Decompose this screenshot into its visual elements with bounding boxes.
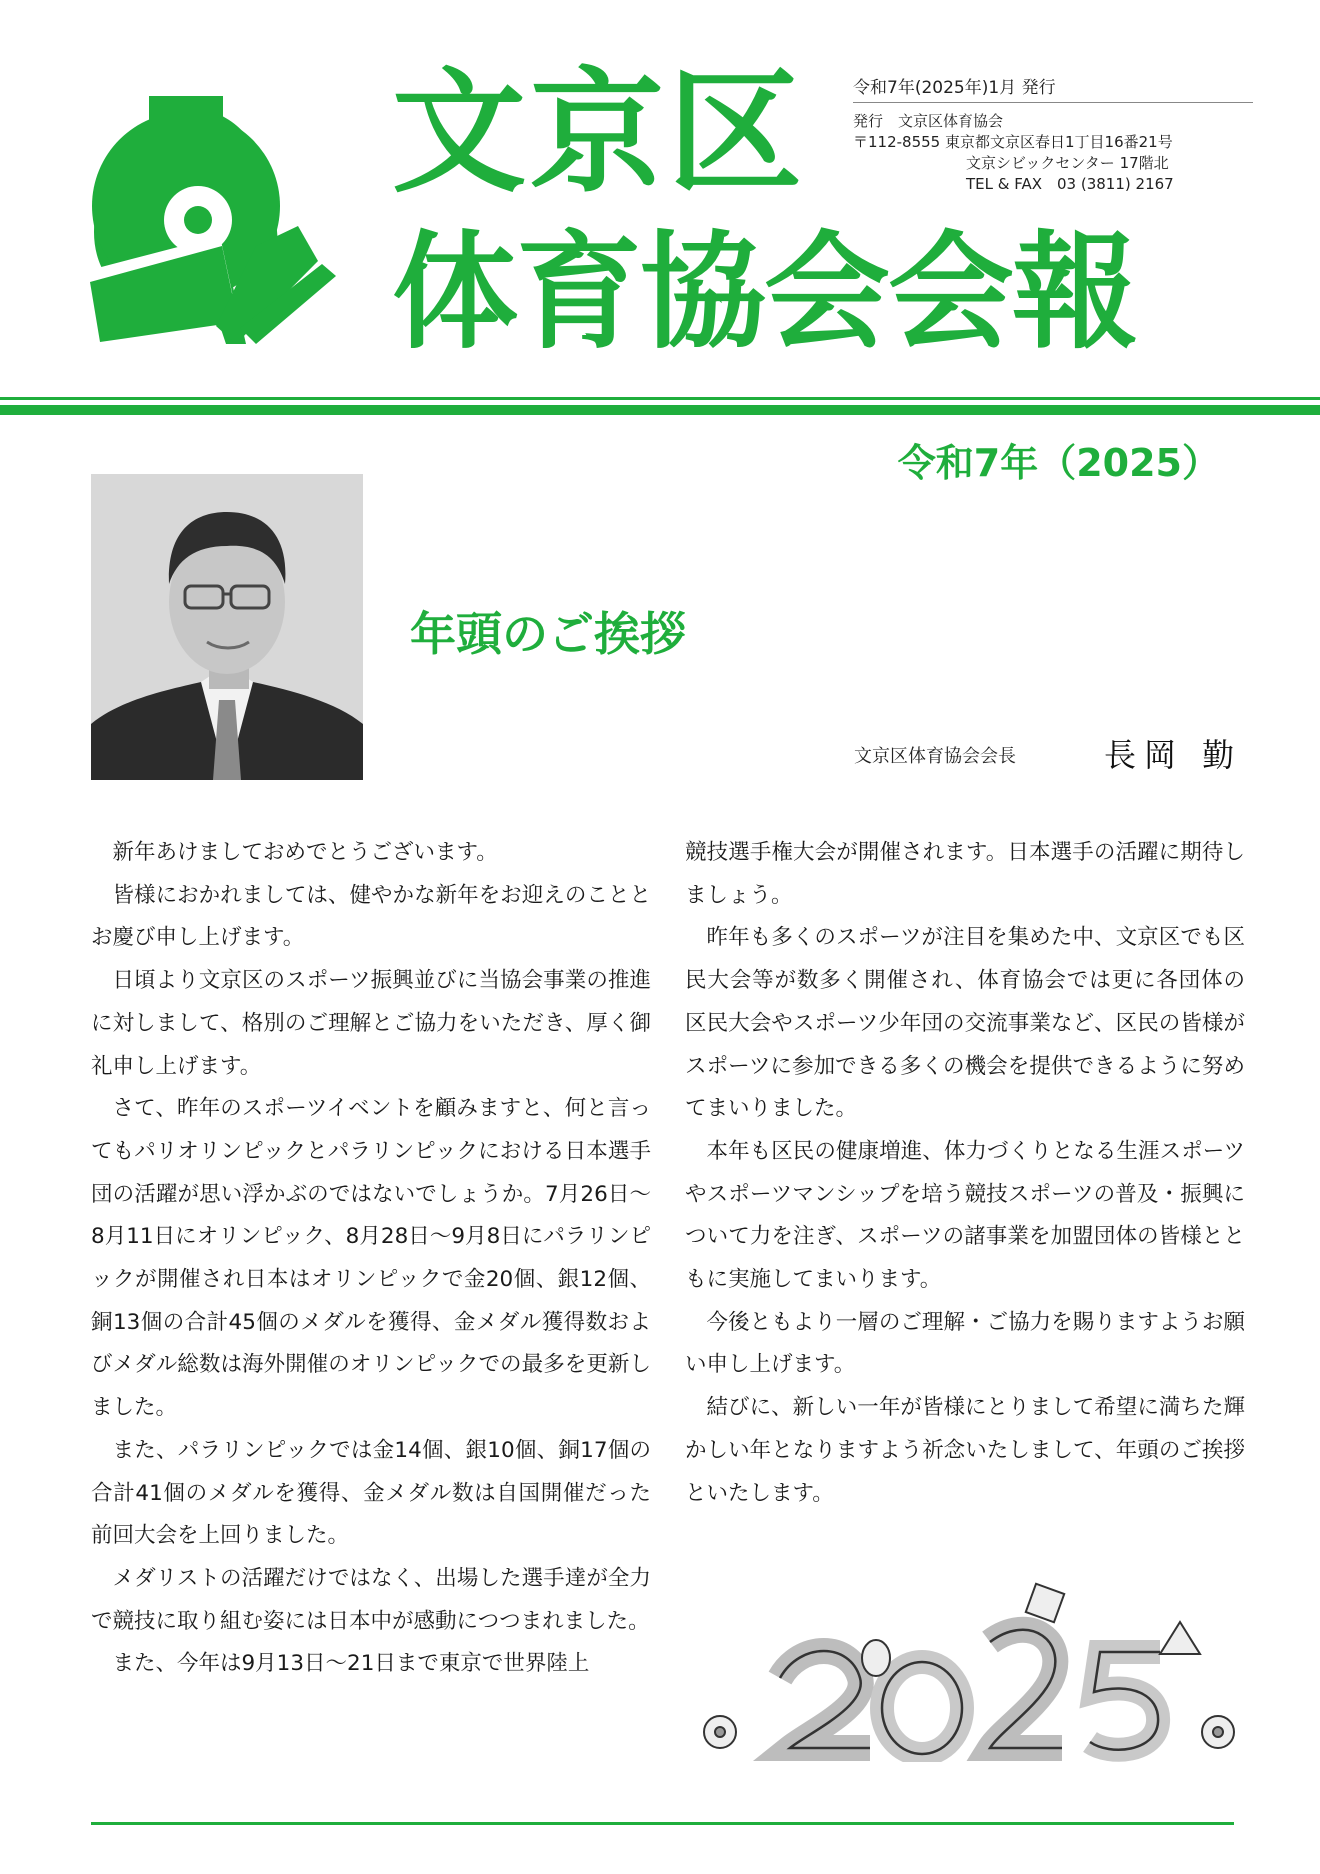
paragraph: また、今年は9月13日～21日まで東京で世界陸上 [112,1651,590,1677]
paragraph: さて、昨年のスポーツイベントを顧みますと、何と言ってもパリオリンピックとパラリンピックにおける日本選手団の活躍が思い浮かぶのではないでしょうか。7月26日～8月11日にオリンピック、8月28日～9月8日にパラリンピックが開催され日本はオリンピックで金20個、銀12個、銅13個の合計45個のメダルを獲得、金メダル獲得数およびメダル総数は海外開催のオリンピックでの最多を更新しました。 [91,1096,651,1421]
article-column-left [91,832,651,1686]
paragraph: 皆様におかれましては、健やかな新年をお迎えのこととお慶び申し上げます。 [91,882,651,951]
article-column-right [685,832,1245,1515]
publication-info [853,76,1253,195]
paragraph: 新年あけましておめでとうございます。 [112,840,498,865]
masthead-title-line2: 体育協会会報 [392,219,1136,366]
paragraph: また、パラリンピックでは金14個、銀10個、銅17個の合計41個のメダルを獲得、金メダル数は自国開催だった前回大会を上回りました。 [91,1437,651,1549]
paragraph: 本年も区民の健康増進、体力づくりとなる生涯スポーツやスポーツマンシップを培う競技スポーツの普及・振興について力を注ぎ、スポーツの諸事業を加盟団体の皆様とともに実施してまいります。 [685,1138,1245,1293]
author-name: 長岡 勤 [1104,736,1243,774]
issue-year: 令和7年（2025） [897,441,1220,485]
author-organization: 文京区体育協会会長 [854,746,1016,767]
header-divider-thick [0,405,1320,415]
address-line1: 〒112-8555 東京都文京区春日1丁目16番21号 [853,133,1173,151]
author-portrait-photo [91,474,363,780]
publication-date: 令和7年(2025年)1月 発行 [853,76,1253,103]
snake-2025-illustration-icon [690,1582,1242,1762]
paragraph: 結びに、新しい一年が皆様にとりまして希望に満ちた輝かしい年となりますよう祈念いたしまして、年頭のご挨拶といたします。 [685,1395,1245,1506]
bunkyo-emblem-logo-icon [86,96,366,344]
article-heading: 年頭のご挨拶 [410,607,686,661]
footer-divider [91,1822,1234,1825]
paragraph: 今後ともより一層のご理解・ご協力を賜りますようお願い申し上げます。 [685,1309,1245,1378]
address-line2: 文京シビックセンター 17階北 [966,154,1169,172]
paragraph-continued: 競技選手権大会が開催されます。日本選手の活躍に期待しましょう。 [685,840,1245,908]
paragraph: メダリストの活躍だけではなく、出場した選手達が全力で競技に取り組む姿には日本中が感動につつまれました。 [91,1565,651,1634]
paragraph: 日頃より文京区のスポーツ振興並びに当協会事業の推進に対しまして、格別のご理解とご協力をいただき、厚く御礼申し上げます。 [91,968,651,1079]
masthead-title-line1: 文京区 [392,55,807,211]
publisher: 発行 文京区体育協会 [853,112,1004,130]
paragraph: 昨年も多くのスポーツが注目を集めた中、文京区でも区民大会等が数多く開催され、体育協会では更に各団体の区民大会やスポーツ少年団の交流事業など、区民の皆様がスポーツに参加できる多くの機会を提供できるように努めてまいりました。 [685,925,1245,1122]
header-divider-thin [0,397,1320,400]
tel-fax: TEL & FAX 03 (3811) 2167 [966,175,1174,193]
